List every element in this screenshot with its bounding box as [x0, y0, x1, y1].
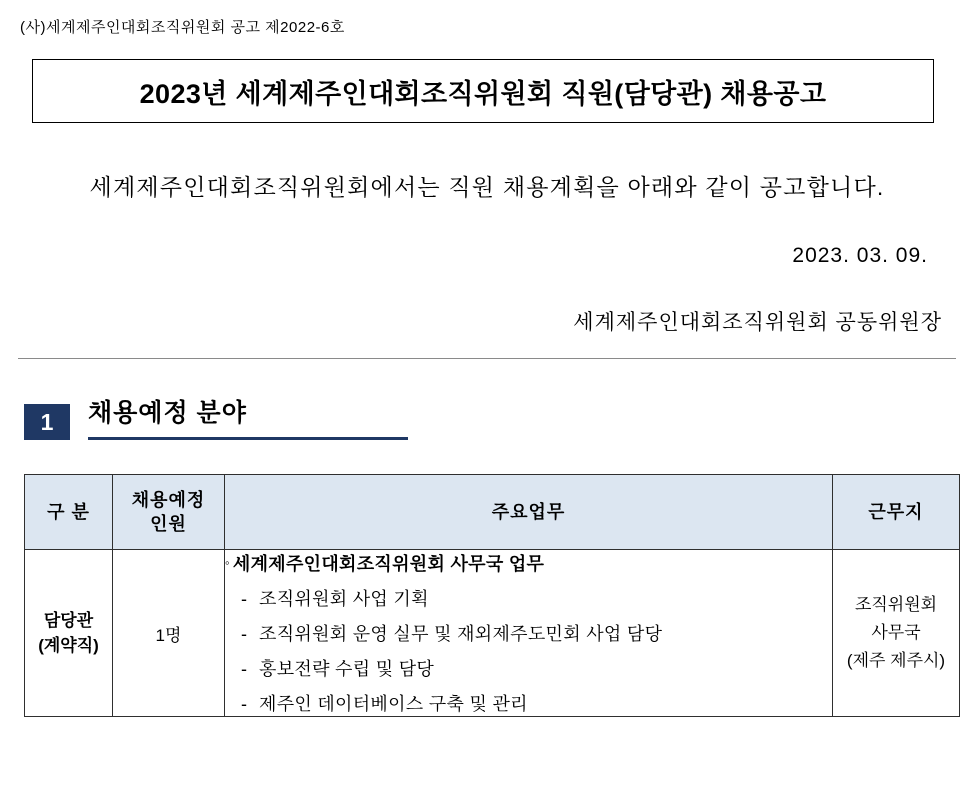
column-header-place: 근무지 — [833, 475, 960, 550]
dash-icon: - — [241, 589, 248, 609]
section-divider — [18, 358, 956, 359]
duty-item — [241, 620, 832, 646]
duty-heading-text: 세계제주인대회조직위원회 사무국 업무 — [232, 554, 545, 574]
cell-duties — [225, 550, 833, 717]
dash-icon: - — [241, 659, 248, 679]
page-title: 2023년 세계제주인대회조직위원회 직원(담당관) 채용공고 — [139, 78, 827, 109]
intro-paragraph: 세계제주인대회조직위원회에서는 직원 채용계획을 아래와 같이 공고합니다. — [89, 174, 885, 200]
duty-item — [241, 585, 832, 611]
section-title-underline — [88, 393, 408, 440]
title-box — [32, 59, 934, 123]
column-header-count-line1: 채용예정 — [131, 489, 206, 510]
table-header-row — [25, 475, 960, 550]
bullet-icon: ◦ — [225, 555, 230, 570]
cell-workplace — [833, 550, 960, 717]
document-header-notice-number: (사)세계제주인대회조직위원회 공고 제2022-6호 — [20, 19, 345, 36]
section-heading — [18, 393, 956, 440]
duty-heading — [225, 550, 832, 576]
cell-workplace-line1: 조직위원회 — [854, 594, 938, 614]
column-header-count — [113, 475, 225, 550]
cell-division-line1: 담당관 — [43, 610, 94, 630]
duty-item-text: 제주인 데이터베이스 구축 및 관리 — [259, 694, 528, 714]
section-title: 채용예정 분야 — [88, 399, 247, 427]
duty-item-text: 조직위원회 운영 실무 및 재외제주도민회 사업 담당 — [259, 624, 663, 644]
recruitment-table — [24, 474, 960, 717]
duty-item — [241, 690, 832, 716]
column-header-duties: 주요업무 — [225, 475, 833, 550]
announcement-date: 2023. 03. 09. — [792, 244, 928, 267]
cell-division-line2: (계약직) — [38, 636, 99, 655]
dash-icon: - — [241, 624, 248, 644]
cell-count: 1명 — [113, 550, 225, 717]
signature-organization: 세계제주인대회조직위원회 공동위원장 — [573, 311, 942, 334]
cell-workplace-line2: 사무국 — [871, 622, 921, 642]
duty-item-text: 조직위원회 사업 기획 — [259, 589, 429, 609]
duty-item-text: 홍보전략 수립 및 담당 — [259, 659, 435, 679]
column-header-division: 구 분 — [25, 475, 113, 550]
column-header-count-line2: 인원 — [150, 514, 187, 534]
duty-item — [241, 655, 832, 681]
dash-icon: - — [241, 694, 248, 714]
cell-division — [25, 550, 113, 717]
table-row — [25, 550, 960, 717]
cell-workplace-line3: (제주 제주시) — [846, 651, 946, 671]
section-number-badge: 1 — [24, 404, 70, 440]
